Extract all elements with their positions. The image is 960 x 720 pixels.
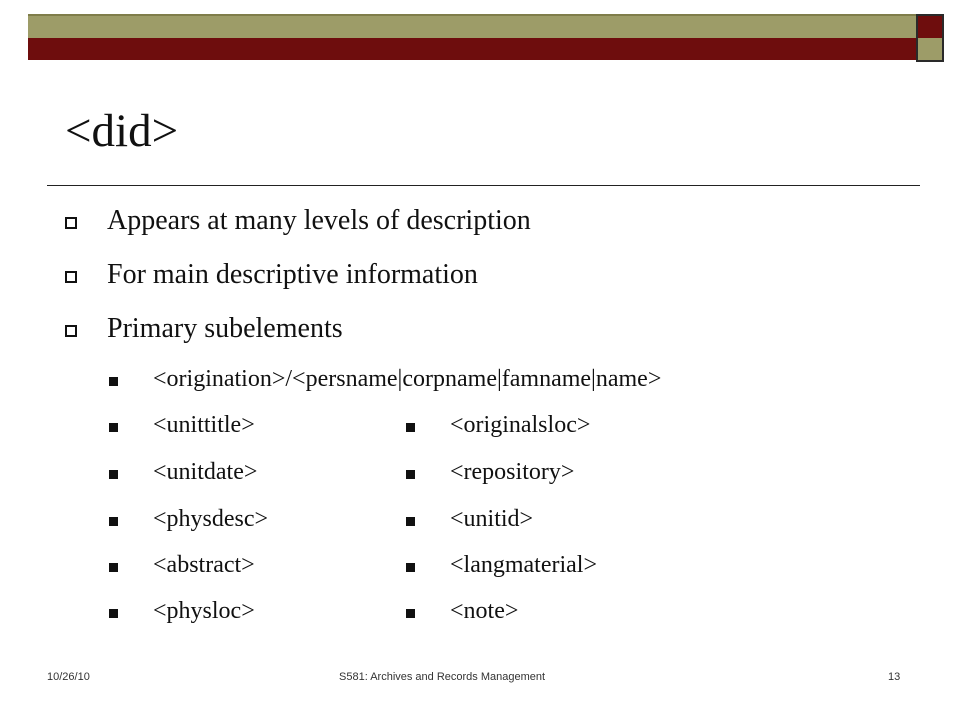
title-divider <box>47 185 920 186</box>
bullet-text: Appears at many levels of description <box>107 205 531 236</box>
subitem-text: <physloc> <box>153 598 255 624</box>
filled-square-bullet-icon <box>406 423 415 432</box>
subitem-text: <abstract> <box>153 552 255 578</box>
header-maroon-bar <box>28 38 916 60</box>
filled-square-bullet-icon <box>109 470 118 479</box>
footer-course: S581: Archives and Records Management <box>339 671 546 683</box>
subitem-text: <originalsloc> <box>450 412 591 438</box>
slide-title: <did> <box>65 105 179 157</box>
subitem-text: <note> <box>450 598 519 624</box>
subitem-text: <physdesc> <box>153 506 269 532</box>
filled-square-bullet-icon <box>109 609 118 618</box>
subitem-text: <langmaterial> <box>450 552 598 578</box>
filled-square-bullet-icon <box>406 609 415 618</box>
hollow-square-bullet-icon <box>65 325 77 337</box>
subitem-text: <origination>/<persname|corpname|famname|name> <box>153 366 662 392</box>
filled-square-bullet-icon <box>406 517 415 526</box>
subitem-text: <unitid> <box>450 506 534 532</box>
filled-square-bullet-icon <box>109 563 118 572</box>
footer-date: 10/26/10 <box>47 671 90 683</box>
corner-frame <box>916 14 944 62</box>
filled-square-bullet-icon <box>109 517 118 526</box>
subitem-text: <unittitle> <box>153 412 255 438</box>
bullet-text: Primary subelements <box>107 313 343 344</box>
bullet-text: For main descriptive information <box>107 259 478 290</box>
subitem-text: <repository> <box>450 459 575 485</box>
filled-square-bullet-icon <box>109 377 118 386</box>
filled-square-bullet-icon <box>406 470 415 479</box>
footer-page-number: 13 <box>888 671 901 683</box>
header-olive-bar <box>28 14 916 38</box>
filled-square-bullet-icon <box>109 423 118 432</box>
subitem-text: <unitdate> <box>153 459 258 485</box>
hollow-square-bullet-icon <box>65 271 77 283</box>
filled-square-bullet-icon <box>406 563 415 572</box>
hollow-square-bullet-icon <box>65 217 77 229</box>
